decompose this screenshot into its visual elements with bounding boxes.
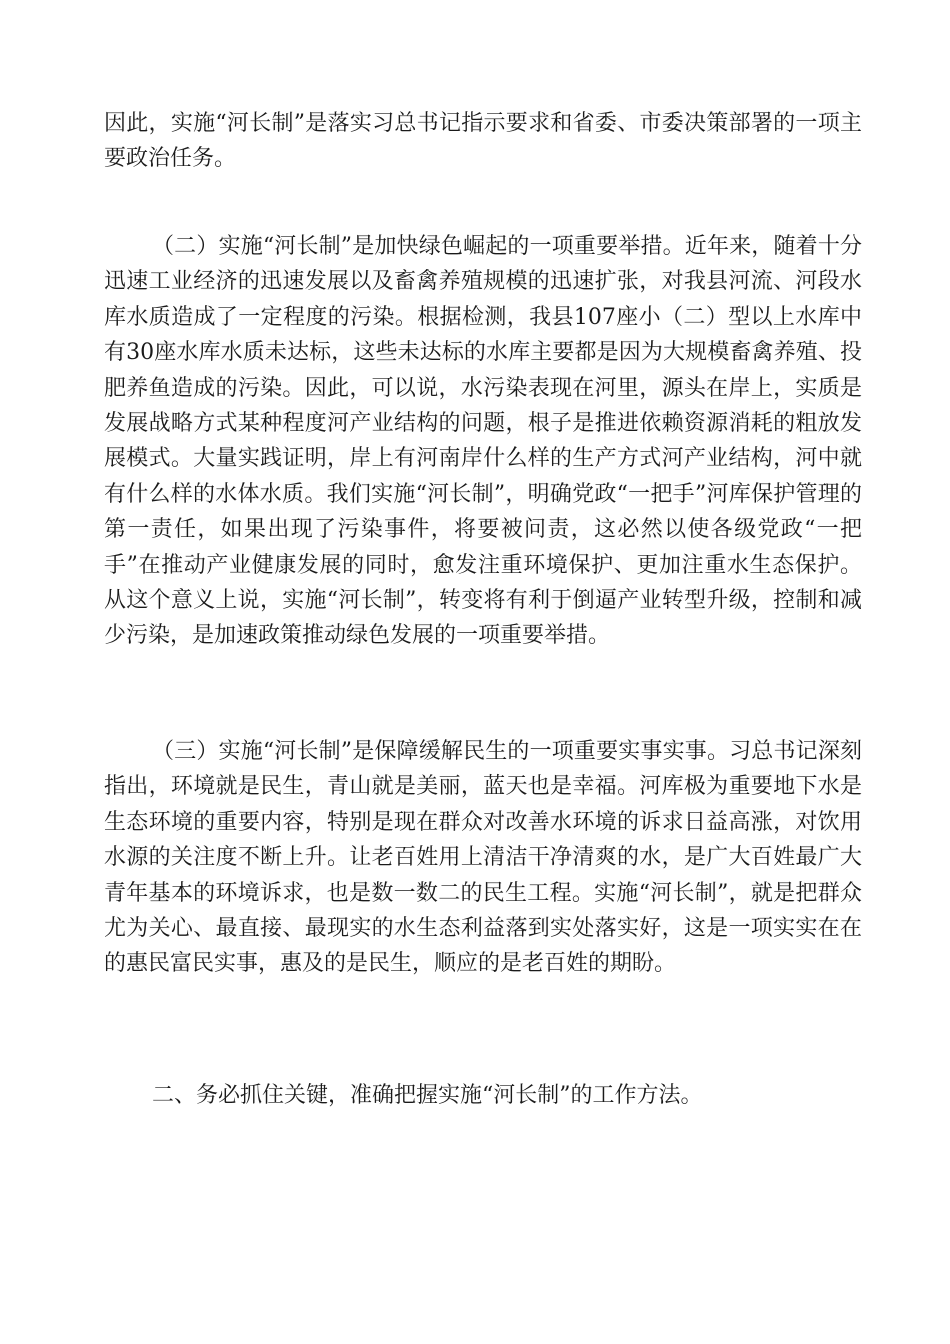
heading-part-two: 二、务必抓住关键，准确把握实施“河长制”的工作方法。 <box>152 1083 703 1108</box>
paragraph-section-two: （二）实施“河长制”是加快绿色崛起的一项重要举措。近年来，随着十分迅速工业经济的迅速发展以及畜禽养殖规模的迅速扩张，对我县河流、河段水库水质造成了一定程度的污染。根据检测，我县107座小（二）型以上水库中有30座水库水质未达标，这些未达标的水库主要都是因为大规模畜禽养殖、投肥养鱼造成的污染。因此，可以说，水污染表现在河里，源头在岸上，实质是发展战略方式某种程度河产业结构的问题，根子是推进依赖资源消耗的粗放发展模式。大量实践证明，岸上有河南岸什么样的生产方式河产业结构，河中就有什么样的水体水质。我们实施“河长制”，明确党政“一把手”河库保护管理的第一责任，如果出现了污染事件，将要被问责，这必然以使各级党政“一把手”在推动产业健康发展的同时，愈发注重环境保护、更加注重水生态保护。从这个意义上说，实施“河长制”，转变将有利于倒逼产业转型升级，控制和减少污染，是加速政策推动绿色发展的一项重要举措。 <box>104 234 862 649</box>
paragraph-section-three: （三）实施“河长制”是保障缓解民生的一项重要实事实事。习总书记深刻指出，环境就是民生，青山就是美丽，蓝天也是幸福。河库极为重要地下水是生态环境的重要内容，特别是现在群众对改善水环境的诉求日益高涨，对饮用水源的关注度不断上升。让老百姓用上清洁干净清爽的水，是广大百姓最广大青年基本的环境诉求，也是数一数二的民生工程。实施“河长制”，就是把群众尤为关心、最直接、最现实的水生态利益落到实处落实好，这是一项实实在在的惠民富民实事，惠及的是民生，顺应的是老百姓的期盼。 <box>104 739 862 977</box>
paragraph-continuation: 因此，实施“河长制”是落实习总书记指示要求和省委、市委决策部署的一项主要政治任务。 <box>104 111 862 172</box>
